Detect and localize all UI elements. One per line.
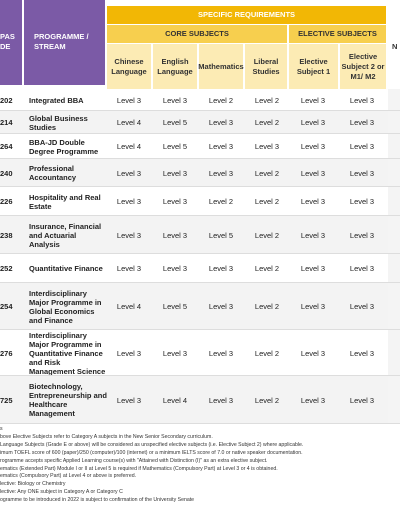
footnote: bove Elective Subjects refer to Category A subjects in the New Senior Secondary curriculum. (0, 433, 213, 440)
level-cell: Level 4 (116, 142, 142, 151)
programme-header-label: PROGRAMME / STREAM (34, 32, 89, 51)
level-cell: Level 3 (208, 142, 234, 151)
programme-name: Quantitative Finance (29, 264, 103, 273)
level-cell: Level 2 (254, 264, 280, 273)
level-cell: Level 3 (349, 264, 375, 273)
level-cell: Level 3 (208, 168, 234, 178)
level-cell: Level 2 (254, 197, 280, 206)
level-cell: Level 4 (116, 302, 142, 311)
level-cell: Level 3 (208, 302, 234, 311)
level-cell: Level 3 (116, 230, 142, 240)
level-cell: Level 3 (162, 197, 188, 206)
col-header-chinese: Chinese Language (107, 44, 151, 89)
level-cell: Level 3 (300, 118, 326, 127)
programme-name: Interdisciplinary Major Programme in Global Economics and Finance (29, 288, 102, 325)
footnote: ogramme to be introduced in 2022 is subject to confirmation of the University Senate (0, 497, 195, 504)
level-cell: Level 3 (300, 95, 326, 105)
level-cell: Level 2 (254, 395, 280, 405)
level-cell: Level 3 (162, 95, 188, 105)
col-header-mathematics: Mathematics (199, 44, 243, 89)
level-cell: Level 3 (162, 168, 188, 178)
footnote: rogramme accepts specific Applied Learning course(s) with "Attained with Distinction (I)" as an extra elective subject. (0, 457, 268, 464)
programme-code: 226 (0, 197, 13, 206)
level-cell: Level 3 (208, 395, 234, 405)
programme-name: Interdisciplinary Major Programme in Quantitative Finance and Risk Management Science (29, 330, 106, 376)
level-cell: Level 5 (162, 302, 188, 311)
level-cell: Level 5 (208, 230, 234, 240)
right-column-cell (388, 283, 400, 330)
programme-code: 238 (0, 230, 13, 240)
programme-name: Global Business Studies (29, 113, 88, 132)
programme-code: 254 (0, 302, 13, 311)
level-cell: Level 3 (300, 168, 326, 178)
level-cell: Level 3 (162, 348, 188, 358)
programme-code: 214 (0, 118, 13, 127)
code-header-label: PAS DE (0, 32, 15, 51)
footnote: Language Subjects (Grade E or above) will be considered as unspecified elective subjects (i.e. Elective Subject 2) where applicable. (0, 441, 304, 448)
footnotes (0, 426, 400, 505)
level-cell: Level 5 (162, 142, 188, 151)
level-cell: Level 3 (349, 168, 375, 178)
level-cell: Level 3 (349, 302, 375, 311)
right-column-cell (388, 376, 400, 424)
level-cell: Level 3 (208, 348, 234, 358)
level-cell: Level 3 (300, 395, 326, 405)
level-cell: Level 2 (254, 118, 280, 127)
code-column-header (0, 0, 22, 85)
col-header-english: English Language (153, 44, 197, 89)
level-cell: Level 3 (116, 264, 142, 273)
programme-code: 202 (0, 95, 13, 105)
right-column-header (388, 0, 400, 89)
level-cell: Level 2 (208, 95, 234, 105)
programme-code: 264 (0, 142, 13, 151)
level-cell: Level 3 (300, 197, 326, 206)
right-header-label: N (392, 42, 398, 51)
programme-name: Biotechnology, Entrepreneurship and Healthcare Management (29, 382, 107, 418)
right-column-cell (388, 254, 400, 283)
programme-name: Hospitality and Real Estate (29, 192, 101, 211)
level-cell: Level 3 (300, 264, 326, 273)
level-cell: Level 3 (349, 118, 375, 127)
level-cell: Level 3 (208, 118, 234, 127)
level-cell: Level 3 (300, 142, 326, 151)
right-column-cell (388, 330, 400, 376)
level-cell: Level 5 (162, 118, 188, 127)
level-cell: Level 3 (162, 230, 188, 240)
right-column-cell (388, 216, 400, 254)
programme-code: 276 (0, 348, 13, 358)
level-cell: Level 3 (116, 395, 142, 405)
level-cell: Level 3 (349, 95, 375, 105)
level-cell: Level 3 (162, 264, 188, 273)
level-cell: Level 3 (349, 142, 375, 151)
footnote: imum TOEFL score of 600 (paper)/250 (computer)/100 (internet) or a minimum IELTS score of 7.0 or native speaker documentation. (0, 449, 303, 456)
footnote: ematics (Compulsory Part) at Level 4 or above is preferred. (0, 473, 137, 480)
level-cell: Level 3 (208, 264, 234, 273)
programme-code: 240 (0, 168, 13, 178)
level-cell: Level 3 (349, 197, 375, 206)
level-cell: Level 3 (349, 395, 375, 405)
elective-subjects-header: ELECTIVE SUBJECTS (289, 25, 386, 43)
footnote: s (0, 426, 3, 432)
level-cell: Level 2 (208, 197, 234, 206)
level-cell: Level 2 (254, 230, 280, 240)
programme-name: Insurance, Financial and Actuarial Analysis (29, 221, 102, 249)
level-cell: Level 3 (254, 142, 280, 151)
footnote: lective: Any ONE subject in Category A or Category C (0, 489, 123, 496)
right-column-cell (388, 111, 400, 134)
right-column-cell (388, 159, 400, 187)
level-cell: Level 2 (254, 348, 280, 358)
level-cell: Level 3 (300, 302, 326, 311)
programme-name: Integrated BBA (29, 95, 84, 105)
level-cell: Level 4 (116, 118, 142, 127)
level-cell: Level 3 (349, 230, 375, 240)
level-cell: Level 2 (254, 302, 280, 311)
core-subjects-header: CORE SUBJECTS (107, 25, 287, 43)
right-column-cell (388, 89, 400, 111)
programme-name: Professional Accountancy (29, 164, 77, 182)
level-cell: Level 3 (300, 230, 326, 240)
row-divider (0, 423, 400, 424)
col-header-liberal-studies: Liberal Studies (245, 44, 287, 89)
right-column-cell (388, 134, 400, 159)
level-cell: Level 3 (116, 95, 142, 105)
level-cell: Level 3 (116, 168, 142, 178)
col-header-elective-2: Elective Subject 2 or M1/ M2 (340, 44, 386, 89)
level-cell: Level 3 (349, 348, 375, 358)
footnote: ematics (Extended Part) Module I or II at Level 5 is required if Mathematics (Compulsory Part) at Level 3 or 4 is obtained. (0, 465, 278, 472)
level-cell: Level 2 (254, 168, 280, 178)
programme-code: 725 (0, 395, 13, 405)
level-cell: Level 2 (254, 95, 280, 105)
level-cell: Level 3 (116, 197, 142, 206)
col-header-elective-1: Elective Subject 1 (289, 44, 338, 89)
level-cell: Level 3 (300, 348, 326, 358)
level-cell: Level 4 (162, 395, 188, 405)
footnote: lective: Biology or Chemistry (0, 481, 66, 488)
programme-column-header (24, 0, 105, 85)
right-column-cell (388, 187, 400, 216)
programme-code: 252 (0, 264, 13, 273)
specific-requirements-header: SPECIFIC REQUIREMENTS (107, 6, 386, 24)
level-cell: Level 3 (116, 348, 142, 358)
programme-name: BBA-JD Double Degree Programme (29, 137, 99, 156)
